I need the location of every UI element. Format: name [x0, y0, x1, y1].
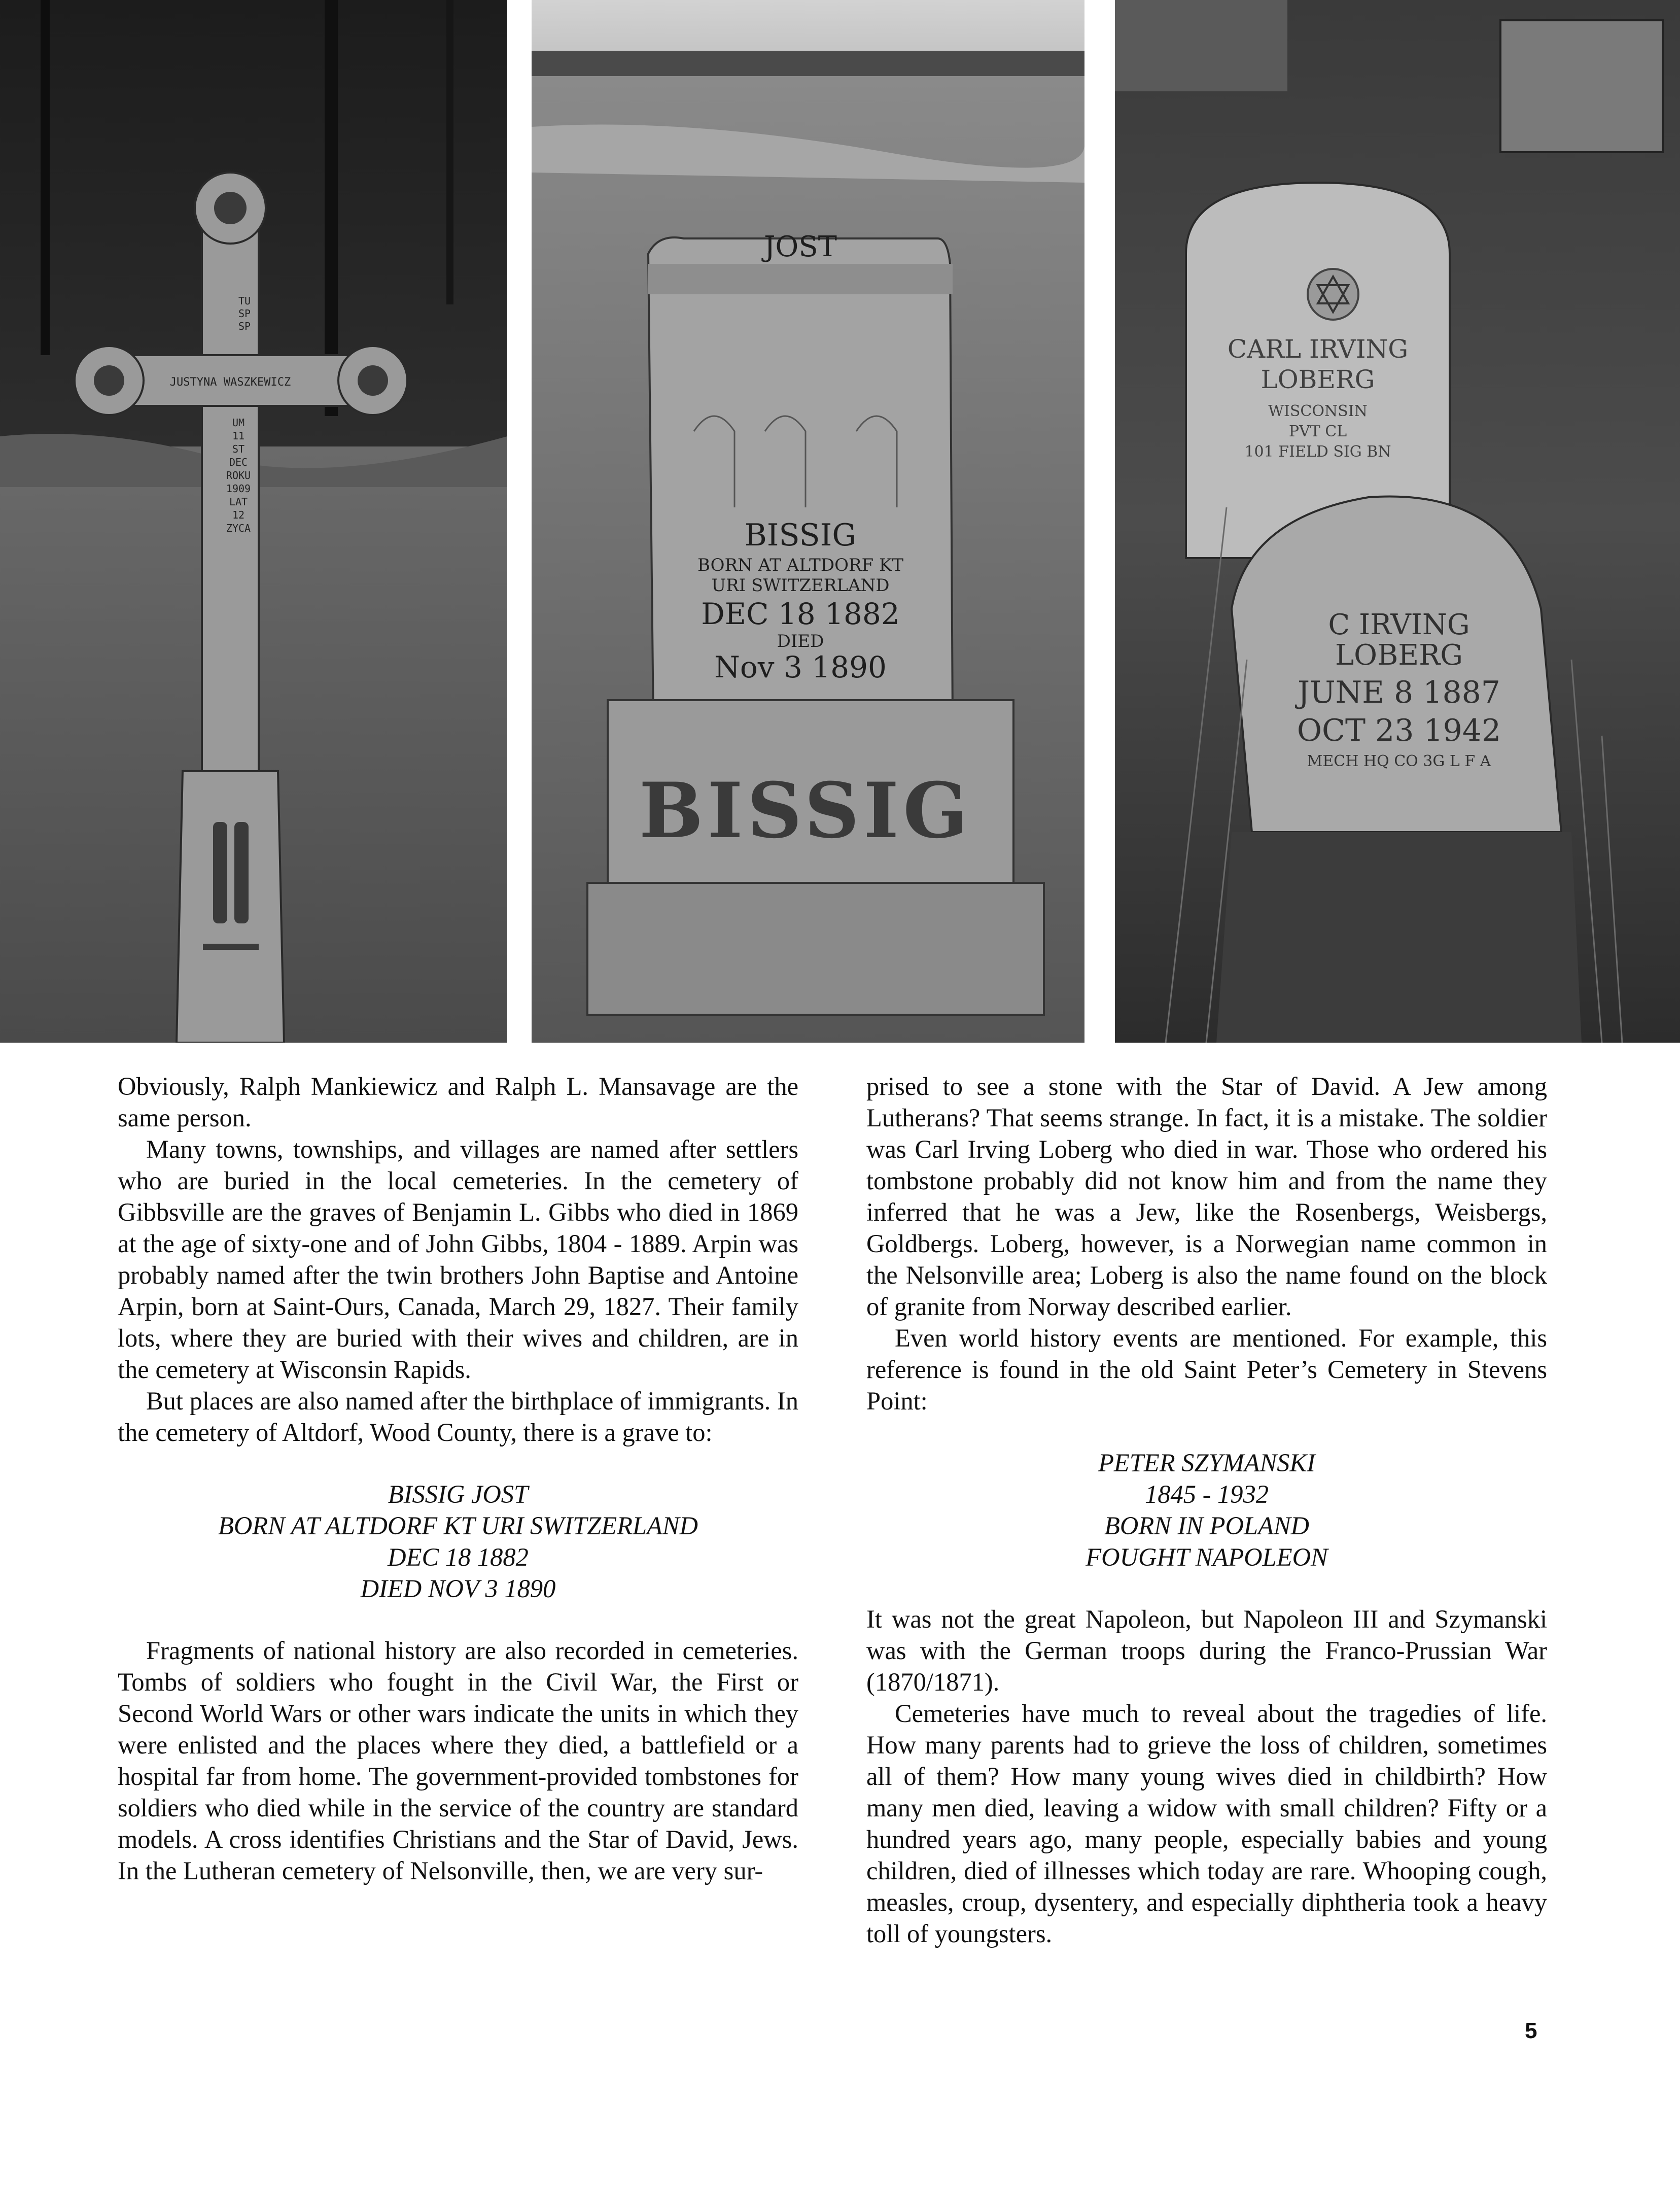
cross-inscription-line: ZYCA [226, 522, 251, 534]
bissig-stone-died-label: DIED [777, 631, 824, 651]
quote-line: DIED NOV 3 1890 [360, 1574, 556, 1603]
szymanski-inscription-quote [866, 1447, 1547, 1573]
bissig-stone-line: URI SWITZERLAND [711, 575, 890, 596]
bissig-stone-name: BISSIG [744, 518, 857, 553]
bissig-headstone-photo [532, 0, 1084, 1043]
bissig-base-name: BISSIG [639, 766, 972, 855]
cross-inscription-line: 12 [232, 509, 245, 521]
cross-inscription-line: SP [238, 320, 251, 332]
paragraph: Cemeteries have much to reveal about the tragedies of life. How many parents had to grieve the loss of children, sometimes all of them? How many young wives died in childbirth? How many men died, leaving a widow with small children? Fifty or a hundred years ago, many people, especially babies and young children, died of illnesses which today are rare. Whooping cough, measles, croup, dysentery, and especially diphtheria took a heavy toll of youngsters. [866, 1699, 1547, 1948]
loberg-upper-line: WISCONSIN [1268, 402, 1368, 420]
left-column [118, 1071, 798, 1886]
paragraph: Many towns, townships, and villages are named after settlers who are buried in the local cemeteries. In the cemetery of Gibbsville are the graves of Benjamin L. Gibbs who died in 1869 at the age of sixty-one and of John Gibbs, 1804 - 1889. Arpin was probably named after the twin brothers John Baptise and Antoine Arpin, born at Saint-Ours, Canada, March 29, 1827. Their family lots, where they are buried with their wives and children, are in the cemetery at Wisconsin Rapids. [118, 1135, 798, 1384]
cross-inscription-line: UM [232, 417, 245, 429]
cross-name-inscription: JUSTYNA WASZKEWICZ [169, 376, 291, 389]
loberg-lower-born: JUNE 8 1887 [1298, 675, 1500, 710]
paragraph: Obviously, Ralph Mankiewicz and Ralph L. Mansavage are the same person. [118, 1072, 798, 1132]
page-number: 5 [1525, 2018, 1537, 2043]
loberg-upper-line: 101 FIELD SIG BN [1244, 443, 1391, 461]
cross-inscription-line: DEC [229, 456, 248, 468]
quote-line: BORN AT ALTDORF KT URI SWITZERLAND [218, 1511, 698, 1540]
cross-grave-image [0, 0, 507, 1043]
right-column [866, 1071, 1547, 1949]
loberg-upper-name: CARL IRVING [1227, 334, 1409, 364]
loberg-upper-line: PVT CL [1288, 423, 1347, 440]
bissig-stone-born: DEC 18 1882 [701, 597, 900, 631]
paragraph: It was not the great Napoleon, but Napoleon III and Szymanski was with the German troops during the Franco-Prussian War (1870/1871). [866, 1605, 1547, 1696]
cross-inscription-line: ROKU [226, 469, 251, 481]
cross-inscription-line: LAT [229, 496, 248, 508]
bissig-headstone-image [532, 0, 1084, 1043]
cross-inscription-line: 11 [232, 430, 245, 442]
loberg-lower-name: C IRVING [1328, 608, 1470, 641]
quote-line: FOUGHT NAPOLEON [1086, 1543, 1328, 1571]
loberg-headstone-image [1115, 0, 1680, 1043]
quote-line: BORN IN POLAND [1104, 1511, 1309, 1540]
cross-grave-photo [0, 0, 507, 1043]
paragraph: But places are also named after the birthplace of immigrants. In the cemetery of Altdorf, Wood County, there is a grave to: [118, 1387, 798, 1447]
bissig-top-inscription: JOST [763, 230, 837, 263]
cross-inscription-line: 1909 [226, 483, 251, 495]
cross-inscription-line: ST [232, 443, 245, 455]
paragraph: Fragments of national history are also recorded in cemeteries. Tombs of soldiers who fought in the Civil War, the First or Second World Wars or other wars indicate the units in which they were enlisted and the places where they died, a battlefield or a hospital far from home. The government-provided tombstones for soldiers who died while in the service of the country are standard models. A cross identifies Christians and the Star of David, Jews. In the Lutheran cemetery of Nelsonville, then, we are very sur- [118, 1636, 798, 1885]
loberg-lower-name: LOBERG [1335, 639, 1463, 672]
paragraph: Even world history events are mentioned. For example, this reference is found in the old Saint Peter’s Cemetery in Stevens Point: [866, 1324, 1547, 1415]
quote-line: 1845 - 1932 [1144, 1480, 1269, 1508]
loberg-upper-name: LOBERG [1261, 365, 1375, 394]
loberg-lower-unit: MECH HQ CO 3G L F A [1307, 752, 1491, 770]
bissig-stone-line: BORN AT ALTDORF KT [697, 555, 904, 575]
bissig-stone-died: Nov 3 1890 [714, 650, 887, 684]
paragraph: prised to see a stone with the Star of David. A Jew among Lutherans? That seems strange. In fact, it is a mistake. The soldier was Carl Irving Loberg who died in war. Those who ordered his tombstone probably did not know him and from the name they inferred that he was a Jew, like the Rosenbergs, Weisbergs, Goldbergs. Loberg, however, is a Norwegian name common in the Nelsonville area; Loberg is also the name found on the block of granite from Norway described earlier. [866, 1072, 1547, 1321]
cross-inscription-line: SP [238, 307, 251, 320]
photo-strip [0, 0, 1680, 1043]
quote-line: PETER SZYMANSKI [1098, 1449, 1315, 1477]
quote-line: DEC 18 1882 [388, 1543, 529, 1571]
loberg-lower-died: OCT 23 1942 [1297, 713, 1501, 748]
quote-line: BISSIG JOST [388, 1480, 529, 1508]
cross-inscription-line: TU [238, 295, 251, 307]
loberg-headstone-photo [1115, 0, 1680, 1043]
bissig-inscription-quote [118, 1478, 798, 1604]
